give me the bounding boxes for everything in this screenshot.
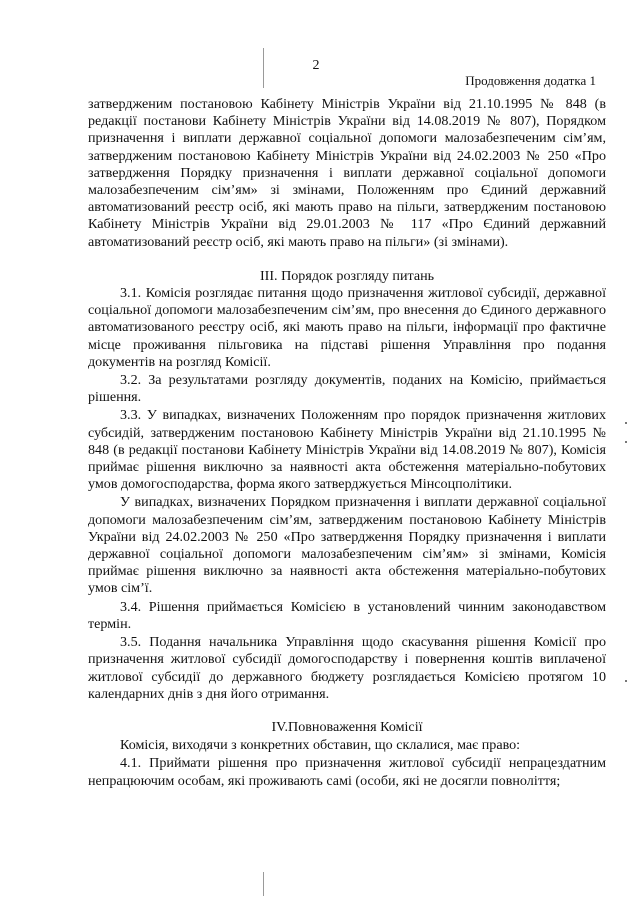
scan-speck bbox=[625, 441, 627, 443]
continuation-label: Продовження додатка 1 bbox=[465, 73, 596, 88]
section-4-heading: IV.Повноваження Комісії bbox=[271, 718, 423, 735]
paragraph-3-3-cases: У випадках, визначених Порядком призначення і виплати державної соціальної допомоги малозабезпеченим сім’ям, затвердженим постановою Кабінету Міністрів України від 24.02.2003 № 250 «Про затвердження Порядку призначення і виплати державної соціальної допомоги малозабезпеченим сім’ям» зі змінами, Комісія приймає рішення виключно за наявності акта обстеження матеріально-побутових умов сім’ї. bbox=[88, 494, 606, 597]
paragraph-4-intro: Комісія, виходячи з конкретних обставин, що склалися, має право: bbox=[120, 737, 521, 754]
scan-speck bbox=[625, 680, 627, 682]
paragraph-3-4: 3.4. Рішення приймається Комісією в установлений чинним законодавством термін. bbox=[88, 598, 606, 632]
binding-mark-bottom bbox=[263, 872, 264, 896]
paragraph-3-3: 3.3. У випадках, визначених Положенням про порядок призначення житлових субсидій, затвердженим постановою Кабінету Міністрів України від 21.10.1995 № 848 (в редакції постанови Кабінету Міністрів України від 14.08.2019 № 807), Комісія приймає рішення виключно за наявності акта обстеження матеріально-побутових умов домогосподарства, форма якого затверджується Мінсоцполітики. bbox=[88, 407, 606, 493]
page-number: 2 bbox=[312, 58, 320, 73]
document-body bbox=[88, 96, 606, 790]
scan-speck bbox=[625, 422, 627, 424]
paragraph-4-1: 4.1. Приймати рішення про призначення житлової субсидії непрацездатним непрацюючим особам, які проживають самі (особи, які не досягли повноліття; bbox=[88, 755, 606, 789]
paragraph-continued: затвердженим постановою Кабінету Міністрів України від 21.10.1995 № 848 (в редакції постанови Кабінету Міністрів України від 14.08.2019 № 807), Порядком призначення і виплати державної соціальної допомоги малозабезпеченим сім’ям, затвердженим постановою Кабінету Міністрів України від 24.02.2003 № 250 «Про затвердження Порядку призначення і виплати державної соціальної допомоги малозабезпеченим сім’ям» зі змінами, Положенням про Єдиний державний автоматизований реєстр осіб, які мають право на пільги, затвердженим постановою Кабінету Міністрів України від 29.01.2003 № 117 «Про Єдиний державний автоматизований реєстр осіб, які мають право на пільги» (зі змінами). bbox=[88, 96, 606, 250]
section-3-heading: ІІІ. Порядок розгляду питань bbox=[259, 267, 435, 284]
paragraph-3-2: 3.2. За результатами розгляду документів, поданих на Комісію, приймається рішення. bbox=[88, 372, 606, 406]
paragraph-3-1: 3.1. Комісія розглядає питання щодо призначення житлової субсидії, державної соціальної допомоги малозабезпеченим сім’ям, про внесення до Єдиного державного автоматизованого реєстру осіб, які мають право на пільги, інформації про фактичне місце проживання пільговика на підставі рішення Управління про подання документів на розгляд Комісії. bbox=[88, 285, 606, 370]
paragraph-3-5: 3.5. Подання начальника Управління щодо скасування рішення Комісії про призначення житлової субсидії домогосподарству і повернення коштів виплаченої житлової субсидії до державного бюджету розглядається Комісією протягом 10 календарних днів з дня його отримання. bbox=[88, 634, 606, 702]
